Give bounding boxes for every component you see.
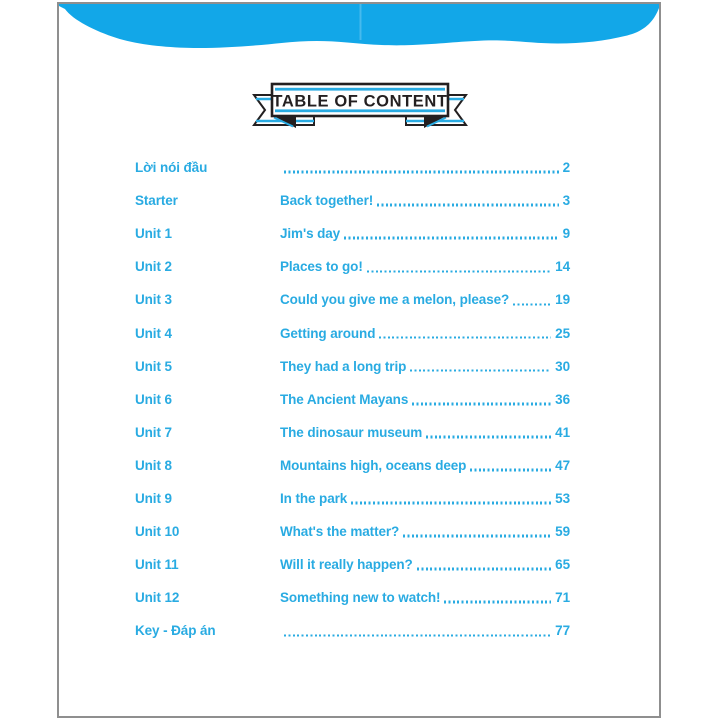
toc-row-page: 19 xyxy=(555,292,570,308)
ribbon-banner xyxy=(252,82,468,132)
toc-row-title: Something new to watch! xyxy=(280,590,441,606)
toc-row-title: In the park xyxy=(280,490,348,506)
dot-leader xyxy=(513,303,551,306)
toc-row-page: 53 xyxy=(555,490,570,506)
toc-row xyxy=(135,217,570,250)
toc-row xyxy=(135,350,570,383)
toc-row-title: Could you give me a melon, please? xyxy=(280,292,510,308)
dot-leader xyxy=(284,634,551,637)
toc-row-page: 41 xyxy=(555,424,570,440)
toc-row-title: What's the matter? xyxy=(280,524,400,540)
toc-row-label: Unit 5 xyxy=(135,358,172,374)
toc-row-page: 36 xyxy=(555,391,570,407)
toc-row xyxy=(135,250,570,283)
page-fold-line xyxy=(359,4,361,40)
toc-row-label: Unit 6 xyxy=(135,391,172,407)
toc-row-page: 59 xyxy=(555,524,570,540)
toc-row xyxy=(135,581,570,614)
toc-row-title: Back together! xyxy=(280,193,374,209)
toc-row-page: 77 xyxy=(555,623,570,639)
toc-row-page: 9 xyxy=(562,226,570,242)
dot-leader xyxy=(284,171,559,174)
header-wave-decoration xyxy=(59,4,659,54)
toc-row-title: Mountains high, oceans deep xyxy=(280,457,467,473)
toc-row-label: Unit 8 xyxy=(135,457,172,473)
toc-row xyxy=(135,548,570,581)
toc-row-title: Places to go! xyxy=(280,259,363,275)
toc-row-label: Unit 1 xyxy=(135,226,172,242)
toc-row-label: Unit 3 xyxy=(135,292,172,308)
toc-row-page: 71 xyxy=(555,590,570,606)
toc-row-page: 25 xyxy=(555,325,570,341)
toc-row xyxy=(135,283,570,316)
toc-row xyxy=(135,383,570,416)
toc-row-label: Starter xyxy=(135,193,178,209)
toc-row xyxy=(135,482,570,515)
toc-row xyxy=(135,416,570,449)
toc-row-title: Getting around xyxy=(280,325,376,341)
toc-row-label: Unit 7 xyxy=(135,424,172,440)
toc-row-page: 3 xyxy=(562,193,570,209)
ribbon-title: TABLE OF CONTENT xyxy=(272,92,448,111)
toc-row xyxy=(135,316,570,349)
dot-leader xyxy=(367,270,551,273)
toc-row-label: Key - Đáp án xyxy=(135,623,216,639)
toc-row-title: Jim's day xyxy=(280,226,341,242)
dot-leader xyxy=(470,469,551,472)
toc-row-label: Lời nói đầu xyxy=(135,160,208,176)
dot-leader xyxy=(379,336,551,339)
toc-row-label: Unit 9 xyxy=(135,490,172,506)
toc-row-label: Unit 11 xyxy=(135,557,179,573)
dot-leader xyxy=(417,568,551,571)
toc-row-title: The Ancient Mayans xyxy=(280,391,409,407)
toc-row-label: Unit 12 xyxy=(135,590,180,606)
dot-leader xyxy=(403,535,551,538)
toc-row-label: Unit 2 xyxy=(135,259,172,275)
toc-row xyxy=(135,449,570,482)
dot-leader xyxy=(444,601,551,604)
toc-row-page: 14 xyxy=(555,259,570,275)
dot-leader xyxy=(426,436,551,439)
toc-row xyxy=(135,614,570,647)
dot-leader xyxy=(344,237,558,240)
toc-row-title: Will it really happen? xyxy=(280,557,413,573)
dot-leader xyxy=(410,369,551,372)
dot-leader xyxy=(412,402,551,405)
dot-leader xyxy=(351,502,551,505)
toc-row-label: Unit 4 xyxy=(135,325,172,341)
toc-row-title: The dinosaur museum xyxy=(280,424,423,440)
toc-row-page: 2 xyxy=(562,160,570,176)
toc-row xyxy=(135,515,570,548)
dot-leader xyxy=(377,204,558,207)
toc-row-page: 65 xyxy=(555,557,570,573)
toc-row-title: They had a long trip xyxy=(280,358,407,374)
toc-row-page: 30 xyxy=(555,358,570,374)
toc-row-label: Unit 10 xyxy=(135,524,180,540)
toc-row-page: 47 xyxy=(555,457,570,473)
toc-row xyxy=(135,151,570,184)
toc-row xyxy=(135,184,570,217)
table-of-contents xyxy=(135,151,570,647)
